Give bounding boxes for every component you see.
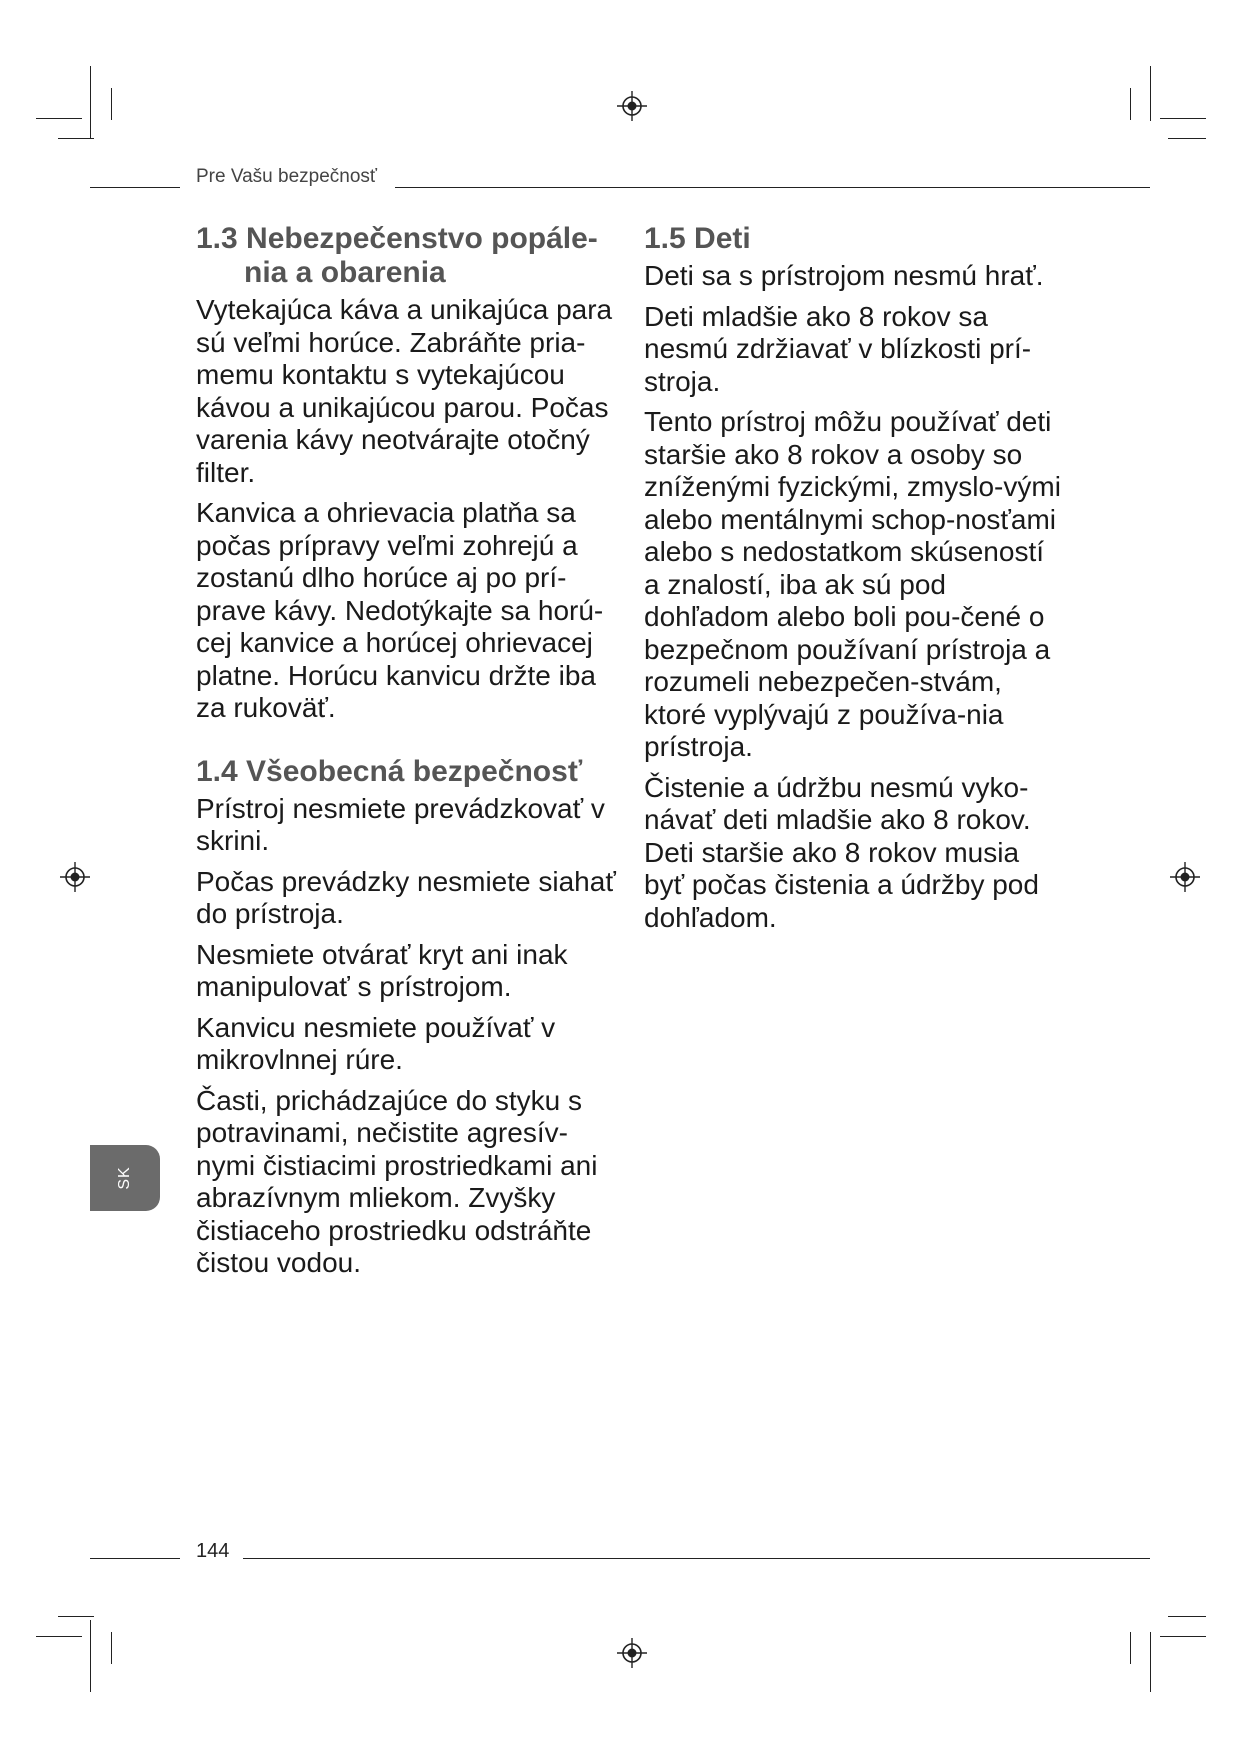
crop-mark: [36, 118, 82, 119]
header-rule-right: [395, 187, 1150, 188]
left-column: [196, 222, 616, 1288]
section-heading-1-5: 1.5 Deti: [644, 222, 751, 255]
footer-rule-right: [243, 1558, 1150, 1559]
crop-mark: [1168, 138, 1206, 139]
crop-mark: [111, 1632, 112, 1664]
registration-mark-icon: [617, 91, 647, 121]
section-heading-line: nia a obarenia: [244, 256, 446, 289]
section-heading-1-3: [196, 222, 616, 290]
crop-mark: [90, 66, 91, 138]
language-tab-label: SK: [116, 1166, 133, 1190]
right-column: [644, 222, 1064, 942]
crop-mark: [1168, 1616, 1206, 1617]
section-heading-line: 1.3 Nebezpečenstvo popále-: [196, 222, 598, 255]
paragraph: Časti, prichádzajúce do styku s potravinami, nečistite agresív-nymi čistiacimi prostriedkami ani abrazívnym mliekom. Zvyšky čistiaceho prostriedku odstráňte čistou vodou.: [196, 1084, 598, 1278]
crop-mark: [111, 88, 112, 120]
crop-mark: [58, 1616, 94, 1617]
crop-mark: [90, 1620, 91, 1692]
crop-mark: [1160, 1636, 1206, 1637]
paragraph: Kanvicu nesmiete používať v mikrovlnnej rúre.: [196, 1011, 556, 1075]
crop-mark: [1130, 88, 1131, 120]
crop-mark: [1150, 66, 1151, 121]
footer-rule-left: [90, 1558, 180, 1559]
crop-mark: [1150, 1632, 1151, 1692]
crop-mark: [1130, 1632, 1131, 1664]
paragraph: Čistenie a údržbu nesmú vyko-návať deti mladšie ako 8 rokov. Deti staršie ako 8 rokov musia byť počas čistenia a údržby pod dohľadom.: [644, 771, 1039, 933]
paragraph: Deti mladšie ako 8 rokov sa nesmú zdržiavať v blízkosti prí-stroja.: [644, 300, 1032, 397]
crop-mark: [36, 1636, 82, 1637]
paragraph: Tento prístroj môžu používať deti staršie ako 8 rokov a osoby so zníženými fyzickými, zmyslo-vými alebo mentálnymi schop-nosťami alebo s nedostatkom skúseností a znalostí, iba ak sú pod dohľadom alebo boli pou-čené o bezpečnom používaní prístroja a rozumeli nebezpečen-stvám, ktoré vyplývajú z používa-nia prístroja.: [644, 406, 1061, 762]
registration-mark-icon: [60, 862, 90, 892]
paragraph: Nesmiete otvárať kryt ani inak manipulovať s prístrojom.: [196, 938, 568, 1002]
running-title: Pre Vašu bezpečnosť: [196, 166, 378, 187]
paragraph: Vytekajúca káva a unikajúca para sú veľmi horúce. Zabráňte pria-memu kontaktu s vytekajúcou kávou a unikajúcou parou. Počas varenia kávy neotvárajte otočný filter.: [196, 294, 613, 488]
crop-mark: [58, 138, 94, 139]
paragraph: Kanvica a ohrievacia platňa sa počas prípravy veľmi zohrejú a zostanú dlho horúce aj po prí-prave kávy. Nedotýkajte sa horú-cej kanvice a horúcej ohrievacej platne. Horúcu kanvicu držte iba za rukoväť.: [196, 497, 604, 723]
section-heading-1-4: 1.4 Všeobecná bezpečnosť: [196, 754, 583, 788]
paragraph: Deti sa s prístrojom nesmú hrať.: [644, 260, 1044, 291]
language-tab: [90, 1145, 160, 1211]
registration-mark-icon: [1170, 862, 1200, 892]
paragraph: Prístroj nesmiete prevádzkovať v skrini.: [196, 792, 605, 856]
page-number: 144: [196, 1540, 230, 1562]
header-rule-left: [90, 187, 180, 188]
paragraph: Počas prevádzky nesmiete siahať do prístroja.: [196, 865, 616, 929]
crop-mark: [1160, 118, 1206, 119]
registration-mark-icon: [617, 1638, 647, 1668]
